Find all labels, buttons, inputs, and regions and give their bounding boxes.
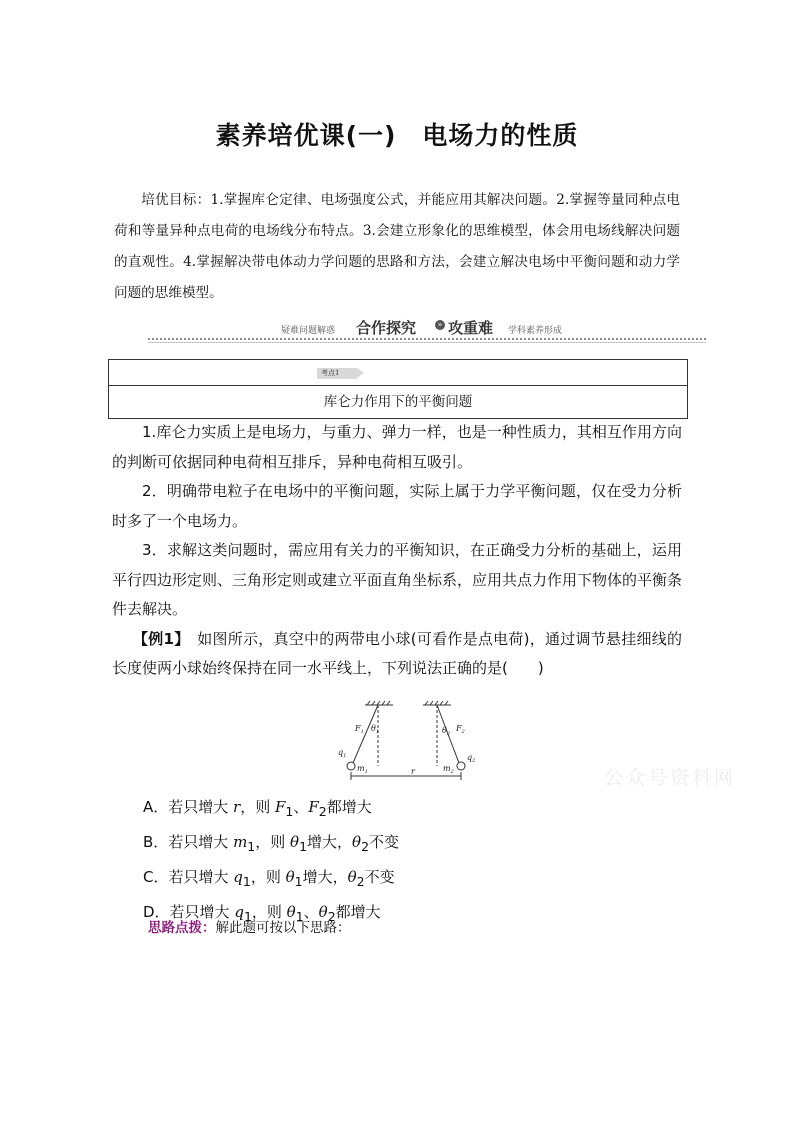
paragraph-3: 3．求解这类问题时，需应用有关力的平衡知识，在正确受力分析的基础上，运用平行四边形定则、三角形定则或建立平面直角坐标系，应用共点力作用下物体的平衡条件去解决。 — [112, 541, 683, 618]
option-c: C．若只增大 $q_1$，则 $\theta_1$增大，$\theta_2$不变 — [143, 868, 395, 889]
example-label: 【例1】 — [133, 629, 182, 648]
left-thread — [353, 705, 378, 763]
title-right: 电场力的性质 — [422, 121, 579, 150]
label-theta1: $\theta_1$ — [371, 724, 380, 735]
banner-title-left: 合作探究 — [356, 319, 417, 337]
option-a: A．若只增大 r，则 $F_1$、$F_2$都增大 — [143, 798, 372, 819]
label-f1: $F_1$ — [355, 724, 364, 735]
banner-rule — [148, 342, 706, 343]
pendulum-diagram — [335, 700, 495, 782]
answer-options — [143, 792, 399, 932]
paragraph-2: 2．明确带电粒子在电场中的平衡问题，实际上属于力学平衡问题，仅在受力分析时多了一个电场力。 — [112, 482, 682, 530]
topic-box — [108, 359, 688, 419]
label-r: r — [411, 767, 415, 776]
banner-right-caption: 学科素养形成 — [508, 326, 563, 336]
label-m2: $m_2$ — [443, 764, 454, 775]
ball-1 — [347, 762, 355, 770]
left-hatch — [367, 701, 390, 705]
learning-goals — [114, 185, 680, 309]
topic-heading: 库仑力作用下的平衡问题 — [323, 394, 473, 410]
label-q1: $q_1$ — [338, 748, 347, 759]
goal-label: 培优目标： — [141, 192, 211, 208]
topic-tag-row — [109, 360, 687, 386]
option-b: B．若只增大 $m_1$，则 $\theta_1$增大，$\theta_2$不变 — [143, 833, 400, 854]
label-theta2: $\theta_2$ — [442, 726, 451, 737]
main-text — [112, 418, 682, 684]
banner-arrow-icon: » — [435, 320, 445, 330]
banner-left-caption: 疑难问题解惑 — [281, 326, 336, 336]
pendulum-figure — [335, 700, 495, 782]
banner-dotted-line — [148, 338, 706, 340]
right-hatch — [425, 701, 448, 705]
hint-label: 思路点拨： — [148, 920, 216, 936]
goal-text: 1.掌握库仑定律、电场强度公式，并能应用其解决问题。2.掌握等量同种点电荷和等量异种点电荷的电场线分布特点。3.会建立形象化的思维模型，体会用电场线解决问题的直观性。4.掌握解决带电体动力学问题的思路和方法，会建立解决电场中平衡问题和动力学问题的思维模型。 — [114, 192, 681, 301]
section-banner — [148, 318, 706, 344]
title-left: 素养培优课(一) — [215, 121, 397, 150]
label-f2: $F_2$ — [456, 724, 465, 735]
example-1 — [112, 625, 682, 684]
hint-text: 解此题可按以下思路： — [215, 920, 351, 936]
watermark: 公众号资料网 — [604, 767, 737, 789]
label-m1: $m_1$ — [357, 764, 368, 775]
topic-tag: 考点1 — [317, 368, 357, 379]
hint-line — [148, 916, 351, 936]
ball-2 — [457, 762, 465, 770]
option-d: D．若只增大 $q_1$，则 $\theta_1$、$\theta_2$都增大 — [143, 903, 381, 924]
label-q2: $q_2$ — [467, 753, 476, 764]
banner-title-right: 攻重难 — [448, 319, 494, 337]
page-title — [0, 116, 794, 152]
example-text: 如图所示，真空中的两带电小球(可看作是点电荷)，通过调节悬挂细线的长度使两小球始终保持在同一水平线上，下列说法正确的是( ) — [112, 629, 682, 677]
paragraph-1: 1.库仑力实质上是电场力，与重力、弹力一样，也是一种性质力，其相互作用方向的判断可依据同种电荷相互排斥，异种电荷相互吸引。 — [112, 423, 682, 471]
